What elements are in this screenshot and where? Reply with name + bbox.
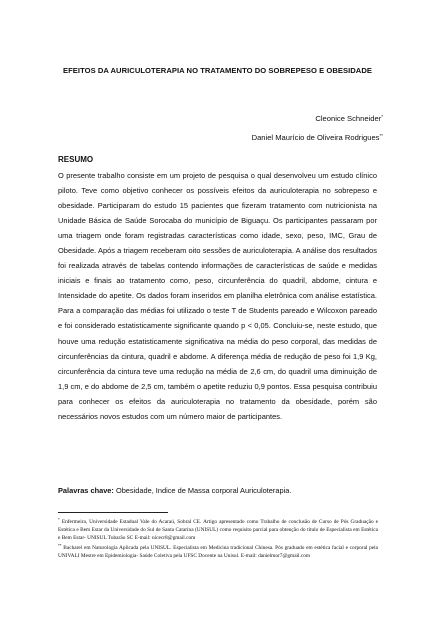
author-name: Daniel Maurício de Oliveira Rodrigues xyxy=(251,133,380,142)
author-mark: ** xyxy=(379,133,383,138)
footnote-divider xyxy=(58,512,168,513)
keywords-label: Palavras chave: xyxy=(58,486,114,495)
footnote-mark: ** xyxy=(58,544,62,548)
author-name: Cleonice Schneider xyxy=(315,114,382,123)
footnote-1 xyxy=(58,516,378,542)
author-mark: * xyxy=(381,114,383,119)
footnote-mark: * xyxy=(58,518,60,522)
abstract-heading: RESUMO xyxy=(58,155,94,164)
author-list xyxy=(252,108,383,146)
abstract-body: O presente trabalho consiste em um projeto de pesquisa o qual desenvolveu um estudo clínico piloto. Teve como objetivo conhecer os possíveis efeitos da auriculoterapia no sobrepeso e obesidade. Participaram do estudo 15 pacientes que fizeram tratamento com nutricionista na Unidade Básica de Saúde Sorocaba do município de Biguaçu. Os participantes passaram por uma triagem onde foram registradas características como idade, sexo, peso, IMC, Grau de Obesidade. Após a triagem receberam oito sessões de auriculoterapia. A análise dos resultados foi realizada através de tabelas contendo informações de características de saúde e medidas iniciais e finais ao tratamento como, peso, circunferência do quadril, abdome, cintura e Intensidade do apetite. Os dados foram inseridos em planilha eletrônica com análise estatística. Para a comparação das médias foi utilizado o teste T de Students pareado e Wilcoxon pareado e foi considerado estatisticamente significante quando p < 0,05. Concluiu-se, neste estudo, que houve uma redução estatisticamente significativa na média do peso corporal, das medidas de circunferências da cintura, quadril e abdome. A diferença média de redução de peso foi 1,9 Kg, circunferência da cintura teve uma redução na média de 2,6 cm, do quadril uma diminuição de 1,9 cm, e do abdome de 2,5 cm, também o apetite reduziu 0,9 pontos. Essa pesquisa contribuiu para conhecer os efeitos da auriculoterapia no tratamento da obesidade, porém são necessários novos estudos com um número maior de participantes. xyxy=(58,171,377,421)
footnotes xyxy=(58,516,378,560)
author-1 xyxy=(252,108,383,127)
footnote-text: Bacharel em Naturologia Aplicada pela UNISUL. Especialista em Medicina tradicional Chinesa. Pós graduado em estética facial e corporal pela UNIVALI Mestre em Epidemiologia- Saúde Coletiva pela UFSC Docente na Unisul. E-mail: danielmor7@gmail.com xyxy=(58,545,378,559)
keywords-line xyxy=(58,486,378,495)
paper-title: EFEITOS DA AURICULOTERAPIA NO TRATAMENTO DO SOBREPESO E OBESIDADE xyxy=(63,66,372,75)
keywords-text: Obesidade, Indice de Massa corporal Auriculoterapia. xyxy=(115,486,292,495)
footnote-text: Enfermeira, Universidade Estadual Vale do Acaraú, Sobral CE. Artigo apresentado como Trabalho de conclusão de Curso de Pós Graduação e Estética e Bem Estar da Universidade do Sul de Santa Catarina (UNISUL) como requisito parcial para obtenção do título de Especialista em Estética e Bem Estar- UNISUL Tubarão SC E-mail: nicecr8@gmail.com xyxy=(58,519,378,541)
author-2 xyxy=(252,127,383,146)
footnote-2 xyxy=(58,542,378,560)
